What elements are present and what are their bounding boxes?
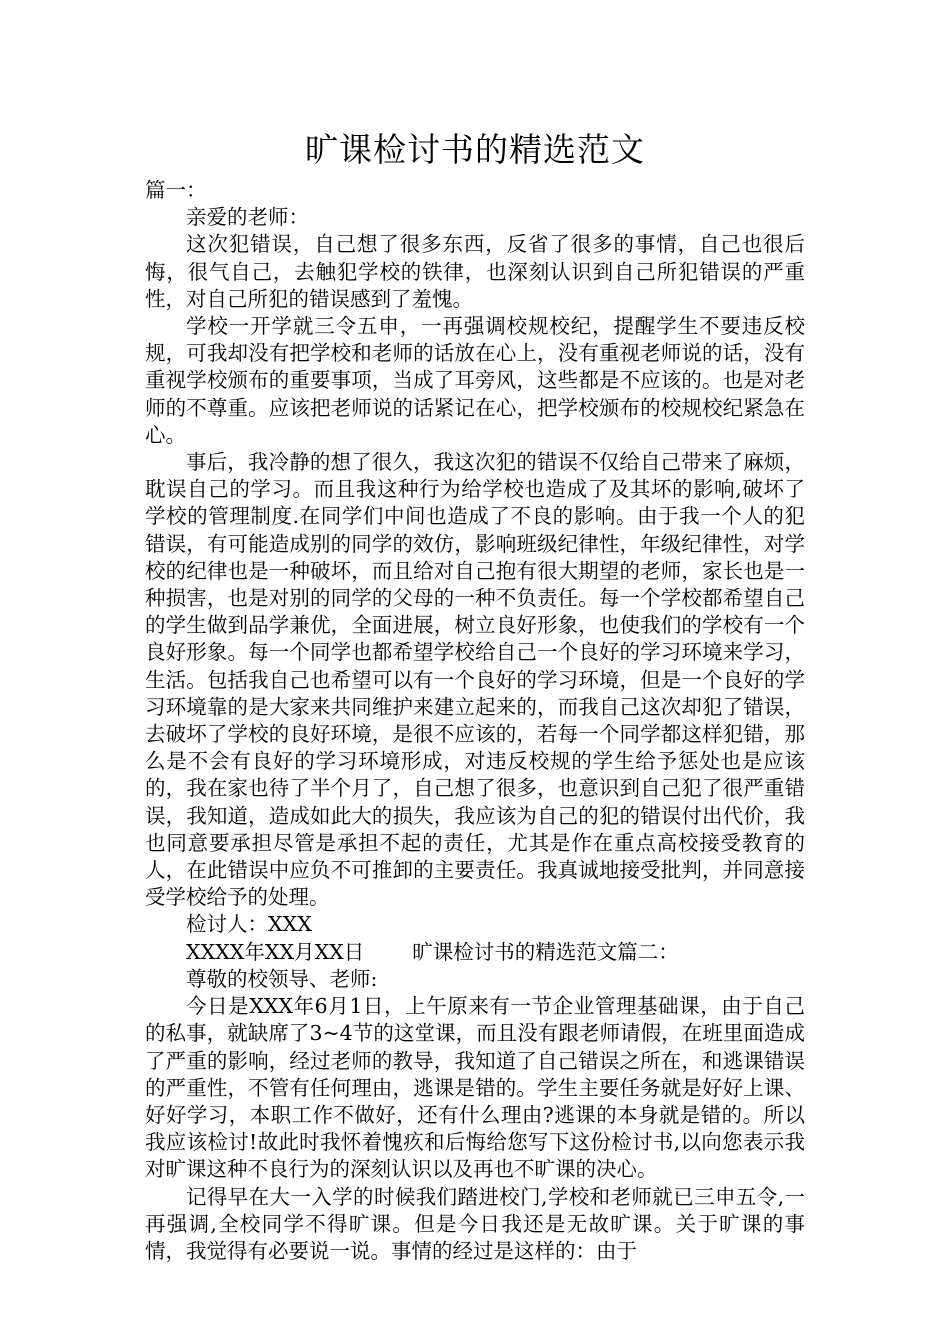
letter-one-signature: 检讨人：XXX xyxy=(186,912,312,937)
letter-two-salutation: 尊敬的校领导、老师: xyxy=(186,966,378,991)
letter-one-paragraph-2: 学校一开学就三令五申，一再强调校规校纪，提醒学生不要违反校规，可我却没有把学校和老师的话放在心上，没有重视老师说的话，没有重视学校颁布的重要事项，当成了耳旁风，这些都是不应该的。也是对老师的不尊重。应该把老师说的话紧记在心，把学校颁布的校规校纪紧急在心。 xyxy=(145,314,805,447)
letter-one-date: XXXX年XX月XX日 xyxy=(186,939,365,964)
section-two-title: 旷课检讨书的精选范文篇二： xyxy=(412,939,679,964)
letter-two-paragraph-2: 记得早在大一入学的时候我们踏进校门,学校和老师就已三申五令,一再强调,全校同学不得旷课。但是今日我还是无故旷课。关于旷课的事情，我觉得有必要说一说。事情的经过是这样的：由于 xyxy=(145,1184,805,1263)
letter-two-paragraph-1: 今日是XXX年6月1日，上午原来有一节企业管理基础课，由于自己的私事，就缺席了3~4节的这堂课，而且没有跟老师请假，在班里面造成了严重的影响，经过老师的教导，我知道了自己错误之所在，和逃课错误的严重性，不管有任何理由，逃课是错的。学生主要任务就是好好上课、好好学习，本职工作不做好，还有什么理由?逃课的本身就是错的。所以我应该检讨!故此时我怀着愧疚和后悔给您写下这份检讨书,以向您表示我对旷课这种不良行为的深刻认识以及再也不旷课的决心。 xyxy=(145,994,805,1182)
letter-one-paragraph-3: 事后，我冷静的想了很久，我这次犯的错误不仅给自己带来了麻烦，耽误自己的学习。而且我这种行为给学校也造成了及其坏的影响,破坏了学校的管理制度.在同学们中间也造成了不良的影响。由于我一个人的犯错误，有可能造成别的同学的效仿，影响班级纪律性，年级纪律性，对学校的纪律也是一种破坏，而且给对自己抱有很大期望的老师，家长也是一种损害，也是对别的同学的父母的一种不负责任。每一个学校都希望自己的学生做到品学兼优，全面进展，树立良好形象，也使我们的学校有一个良好形象。每一个同学也都希望学校给自己一个良好的学习环境来学习，生活。包括我自己也希望可以有一个良好的学习环境，但是一个良好的学习环境靠的是大家来共同维护来建立起来的，而我自己这次却犯了错误，去破坏了学校的良好环境，是很不应该的，若每一个同学都这样犯错，那么是不会有良好的学习环境形成，对违反校规的学生给予惩处也是应该的，我在家也待了半个月了，自己想了很多，也意识到自己犯了很严重错误，我知道，造成如此大的损失，我应该为自己的犯的错误付出代价，我也同意要承担尽管是承担不起的责任，尤其是作在重点高校接受教育的人，在此错误中应负不可推卸的主要责任。我真诚地接受批判，并同意接受学校给予的处理。 xyxy=(145,450,805,910)
section-one-label: 篇一： xyxy=(145,178,207,202)
document-body xyxy=(145,177,805,1265)
document-title: 旷课检讨书的精选范文 xyxy=(305,130,645,169)
letter-one-paragraph-1: 这次犯错误，自己想了很多东西，反省了很多的事情，自己也很后悔，很气自己，去触犯学校的铁律，也深刻认识到自己所犯错误的严重性，对自己所犯的错误感到了羞愧。 xyxy=(145,232,805,311)
letter-one-date-line xyxy=(145,939,805,966)
letter-one-salutation: 亲爱的老师： xyxy=(186,205,309,230)
